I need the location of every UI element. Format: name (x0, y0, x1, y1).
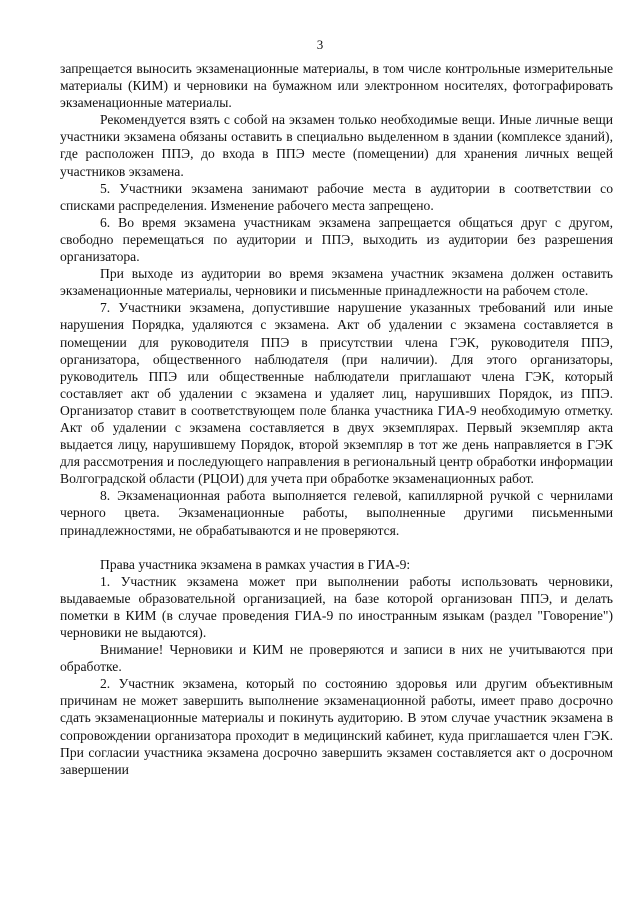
paragraph-rule-5: 5. Участники экзамена занимают рабочие места в аудитории в соответствии со списками распределения. Изменение рабочего места запрещено. (60, 180, 613, 213)
document-body (60, 60, 613, 778)
page-number: 3 (316, 37, 324, 52)
paragraph-personal-items: Рекомендуется взять с собой на экзамен только необходимые вещи. Иные личные вещи участники экзамена обязаны оставить в специально выделенном в здании (комплексе зданий), где расположен ППЭ, до входа в ППЭ месте (помещении) для хранения личных вещей участников экзамена. (60, 112, 613, 179)
paragraph-rule-6: 6. Во время экзамена участникам экзамена запрещается общаться друг с другом, свободно перемещаться по аудитории и ППЭ, выходить из аудитории без разрешения организатора. (60, 214, 613, 265)
paragraph-leaving-room: При выходе из аудитории во время экзамена участник экзамена должен оставить экзаменационные материалы, черновики и письменные принадлежности на рабочем столе. (60, 266, 613, 299)
paragraph-right-2: 2. Участник экзамена, который по состоянию здоровья или другим объективным причинам не может завершить выполнение экзаменационной работы, имеет право досрочно сдать экзаменационные материалы и покинуть аудиторию. В этом случае участник экзамена в сопровождении организатора проходит в медицинский кабинет, куда приглашается член ГЭК. При согласии участника экзамена досрочно завершить экзамен составляется акт о досрочном завершении (60, 676, 613, 777)
paragraph-right-1: 1. Участник экзамена может при выполнении работы использовать черновики, выдаваемые образовательной организацией, на базе которой организован ППЭ, и делать пометки в КИМ (в случае проведения ГИА-9 по иностранным языкам (раздел "Говорение") черновики не выдаются). (60, 573, 613, 640)
paragraph-attention: Внимание! Черновики и КИМ не проверяются и записи в них не учитываются при обработке. (60, 642, 613, 675)
section-heading-rights: Права участника экзамена в рамках участия в ГИА-9: (100, 556, 411, 572)
paragraph-rule-7: 7. Участники экзамена, допустившие нарушение указанных требований или иные нарушения Порядка, удаляются с экзамена. Акт об удалении с экзамена составляется в помещении для руководителя ППЭ в присутствии члена ГЭК, руководителя ППЭ, организатора, общественного наблюдателя (при наличии). Для этого организаторы, руководитель ППЭ или общественные наблюдатели приглашают члена ГЭК, который составляет акт об удалении с экзамена и удаляет лиц, нарушивших Порядок, из ППЭ. Организатор ставит в соответствующем поле бланка участника ГИА-9 необходимую отметку. Акт об удалении с экзамена составляется в двух экземплярах. Первый экземпляр акта выдается лицу, нарушившему Порядок, второй экземпляр в тот же день направляется в ГЭК для рассмотрения и последующего направления в региональный центр обработки информации Волгоградской области (РЦОИ) для учета при обработке экзаменационных работ. (60, 300, 613, 487)
paragraph-continuation: запрещается выносить экзаменационные материалы, в том числе контрольные измерительные материалы (КИМ) и черновики на бумажном или электронном носителях, фотографировать экзаменационные материалы. (60, 61, 613, 111)
paragraph-rule-8: 8. Экзаменационная работа выполняется гелевой, капиллярной ручкой с чернилами черного цвета. Экзаменационные работы, выполненные другими письменными принадлежностями, не обрабатываются и не проверяются. (60, 488, 613, 538)
